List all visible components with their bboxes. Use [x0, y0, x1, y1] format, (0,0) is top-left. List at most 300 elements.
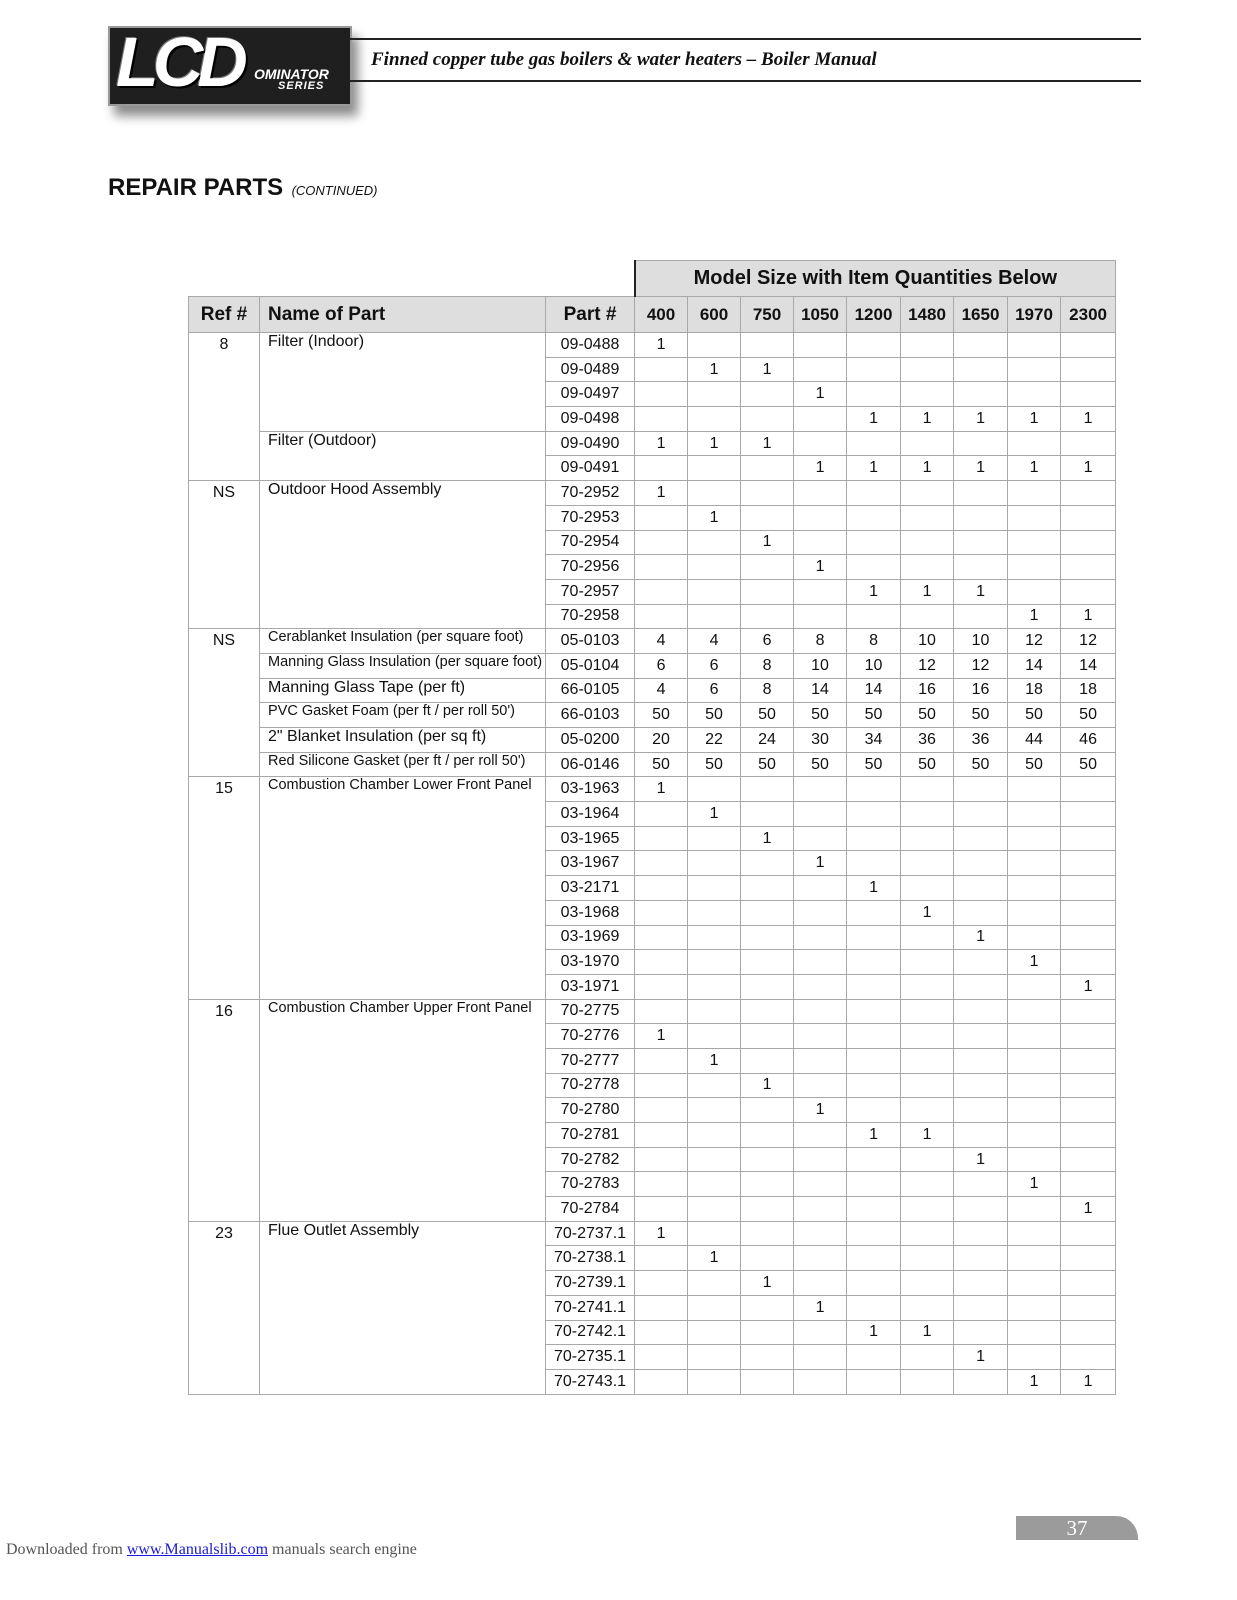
quantity-cell-1970 [1008, 999, 1061, 1024]
quantity-cell-750 [741, 1369, 794, 1394]
quantity-cell-1650 [954, 950, 1008, 975]
quantity-cell-1050 [794, 604, 847, 629]
quantity-cell-400 [635, 1271, 688, 1296]
logo-sub-text: OMINATOR [254, 66, 329, 82]
quantity-cell-1970 [1008, 1147, 1061, 1172]
quantity-cell-2300 [1061, 333, 1116, 358]
manualslib-link[interactable]: www.Manualslib.com [126, 1541, 269, 1558]
header-rule-bottom [348, 80, 1141, 82]
quantity-cell-1650 [954, 1098, 1008, 1123]
quantity-cell-1480: 10 [901, 629, 954, 654]
quantity-cell-1650 [954, 974, 1008, 999]
quantity-cell-600 [688, 456, 741, 481]
quantity-cell-1480: 50 [901, 752, 954, 777]
quantity-cell-750 [741, 1345, 794, 1370]
quantity-cell-600 [688, 925, 741, 950]
quantity-cell-400 [635, 974, 688, 999]
part-number-cell: 03-1964 [546, 802, 635, 827]
part-number-cell: 70-2781 [546, 1123, 635, 1148]
quantity-cell-750 [741, 1172, 794, 1197]
quantity-cell-750: 1 [741, 357, 794, 382]
table-row [189, 1048, 1116, 1073]
quantity-cell-1050 [794, 1048, 847, 1073]
quantity-cell-750 [741, 555, 794, 580]
quantity-cell-400 [635, 1369, 688, 1394]
quantity-cell-1050 [794, 950, 847, 975]
quantity-cell-1050 [794, 1147, 847, 1172]
quantity-cell-1970 [1008, 974, 1061, 999]
quantity-cell-1480 [901, 1271, 954, 1296]
quantity-cell-1970 [1008, 925, 1061, 950]
quantity-cell-1200 [847, 802, 901, 827]
quantity-cell-1200: 1 [847, 407, 901, 432]
quantity-cell-1970 [1008, 900, 1061, 925]
quantity-cell-1050 [794, 1271, 847, 1296]
quantity-cell-1650 [954, 1295, 1008, 1320]
quantity-cell-600 [688, 999, 741, 1024]
quantity-cell-1200 [847, 431, 901, 456]
quantity-cell-1970: 14 [1008, 653, 1061, 678]
quantity-cell-1200 [847, 925, 901, 950]
part-number-cell: 06-0146 [546, 752, 635, 777]
col-header-part: Part # [546, 297, 635, 333]
quantity-cell-1480: 1 [901, 456, 954, 481]
quantity-cell-400 [635, 530, 688, 555]
quantity-cell-1650 [954, 1123, 1008, 1148]
quantity-cell-600 [688, 1369, 741, 1394]
quantity-cell-1970 [1008, 333, 1061, 358]
quantity-cell-1200: 1 [847, 579, 901, 604]
quantity-cell-600 [688, 1098, 741, 1123]
quantity-cell-400 [635, 1246, 688, 1271]
part-number-cell: 70-2957 [546, 579, 635, 604]
quantity-cell-600: 1 [688, 1048, 741, 1073]
quantity-cell-1480 [901, 431, 954, 456]
table-row [189, 974, 1116, 999]
quantity-cell-1200: 1 [847, 1320, 901, 1345]
table-row [189, 1369, 1116, 1394]
quantity-cell-1200 [847, 505, 901, 530]
quantity-cell-1480 [901, 999, 954, 1024]
quantity-cell-2300 [1061, 777, 1116, 802]
quantity-cell-2300: 1 [1061, 407, 1116, 432]
quantity-cell-2300: 46 [1061, 728, 1116, 753]
quantity-cell-2300: 18 [1061, 678, 1116, 703]
part-number-cell: 70-2782 [546, 1147, 635, 1172]
quantity-cell-400: 6 [635, 653, 688, 678]
col-header-size-1050: 1050 [794, 297, 847, 333]
quantity-cell-1050 [794, 777, 847, 802]
quantity-cell-1650 [954, 1246, 1008, 1271]
table-row [189, 333, 1116, 358]
part-number-cell: 03-1969 [546, 925, 635, 950]
logo-series-text: SERIES [278, 80, 325, 92]
quantity-cell-1050 [794, 900, 847, 925]
quantity-cell-1200: 1 [847, 456, 901, 481]
quantity-cell-600 [688, 777, 741, 802]
quantity-cell-1650: 1 [954, 456, 1008, 481]
quantity-cell-1050: 1 [794, 555, 847, 580]
table-row [189, 950, 1116, 975]
part-number-cell: 03-1968 [546, 900, 635, 925]
quantity-cell-400 [635, 999, 688, 1024]
quantity-cell-2300 [1061, 357, 1116, 382]
quantity-cell-400: 1 [635, 333, 688, 358]
quantity-cell-750 [741, 456, 794, 481]
part-number-cell: 03-1971 [546, 974, 635, 999]
table-row [189, 1221, 1116, 1246]
download-footer [6, 1541, 417, 1559]
quantity-cell-1650 [954, 1320, 1008, 1345]
quantity-cell-1650 [954, 505, 1008, 530]
col-header-name: Name of Part [260, 297, 546, 333]
part-name-cell [260, 1024, 546, 1049]
quantity-cell-600: 22 [688, 728, 741, 753]
quantity-cell-1050: 1 [794, 382, 847, 407]
quantity-cell-1050: 30 [794, 728, 847, 753]
quantity-cell-600 [688, 974, 741, 999]
quantity-cell-1970 [1008, 826, 1061, 851]
quantity-cell-750: 50 [741, 752, 794, 777]
quantity-cell-1650 [954, 555, 1008, 580]
lcd-dominator-logo [108, 26, 352, 106]
table-row [189, 1123, 1116, 1148]
quantity-cell-2300 [1061, 1246, 1116, 1271]
part-number-cell: 03-1970 [546, 950, 635, 975]
quantity-cell-1650: 12 [954, 653, 1008, 678]
quantity-cell-400 [635, 1197, 688, 1222]
quantity-cell-1480 [901, 357, 954, 382]
quantity-cell-1200 [847, 604, 901, 629]
quantity-cell-400: 50 [635, 752, 688, 777]
table-row [189, 382, 1116, 407]
quantity-cell-1480: 1 [901, 1320, 954, 1345]
quantity-cell-1970 [1008, 530, 1061, 555]
quantity-cell-600: 50 [688, 703, 741, 728]
part-name-cell [260, 407, 546, 432]
ref-cell: 23 [189, 1221, 260, 1394]
quantity-cell-2300 [1061, 1098, 1116, 1123]
quantity-cell-1050: 1 [794, 1295, 847, 1320]
quantity-cell-2300 [1061, 1271, 1116, 1296]
quantity-cell-2300: 12 [1061, 629, 1116, 654]
quantity-cell-600: 1 [688, 1246, 741, 1271]
quantity-cell-750 [741, 1098, 794, 1123]
quantity-cell-1200: 14 [847, 678, 901, 703]
quantity-cell-1200 [847, 481, 901, 506]
quantity-cell-600 [688, 555, 741, 580]
quantity-cell-400 [635, 604, 688, 629]
quantity-cell-1650 [954, 999, 1008, 1024]
quantity-cell-1200 [847, 1369, 901, 1394]
quantity-cell-1970: 50 [1008, 703, 1061, 728]
quantity-cell-1050 [794, 999, 847, 1024]
part-name-cell [260, 357, 546, 382]
quantity-cell-1970 [1008, 579, 1061, 604]
quantity-cell-600 [688, 1073, 741, 1098]
table-row [189, 1271, 1116, 1296]
quantity-cell-1050 [794, 1345, 847, 1370]
table-row [189, 505, 1116, 530]
quantity-cell-2300 [1061, 382, 1116, 407]
part-number-cell: 70-2735.1 [546, 1345, 635, 1370]
table-row [189, 431, 1116, 456]
quantity-cell-400 [635, 1172, 688, 1197]
quantity-cell-750 [741, 1048, 794, 1073]
table-row [189, 1197, 1116, 1222]
quantity-cell-1480 [901, 555, 954, 580]
quantity-cell-400 [635, 505, 688, 530]
col-header-size-1480: 1480 [901, 297, 954, 333]
quantity-cell-1650 [954, 1048, 1008, 1073]
quantity-cell-1970: 50 [1008, 752, 1061, 777]
part-name-cell [260, 1098, 546, 1123]
quantity-cell-600 [688, 1024, 741, 1049]
table-row [189, 357, 1116, 382]
quantity-cell-1970 [1008, 555, 1061, 580]
quantity-cell-1200: 1 [847, 1123, 901, 1148]
quantity-cell-1050 [794, 579, 847, 604]
quantity-cell-750 [741, 999, 794, 1024]
quantity-cell-400 [635, 1295, 688, 1320]
quantity-cell-600 [688, 1295, 741, 1320]
quantity-cell-1650 [954, 900, 1008, 925]
quantity-cell-1970 [1008, 802, 1061, 827]
quantity-cell-1650 [954, 431, 1008, 456]
quantity-cell-2300 [1061, 950, 1116, 975]
part-name-cell: Combustion Chamber Upper Front Panel [260, 999, 546, 1024]
quantity-cell-600 [688, 1221, 741, 1246]
ref-cell: 15 [189, 777, 260, 999]
parts-table-body [189, 333, 1116, 1395]
part-number-cell: 05-0104 [546, 653, 635, 678]
quantity-cell-1650: 16 [954, 678, 1008, 703]
quantity-cell-1480 [901, 851, 954, 876]
part-number-cell: 70-2784 [546, 1197, 635, 1222]
quantity-cell-1650 [954, 876, 1008, 901]
table-row [189, 1147, 1116, 1172]
part-number-cell: 70-2775 [546, 999, 635, 1024]
section-subtitle: (CONTINUED) [291, 183, 378, 198]
quantity-cell-1050 [794, 431, 847, 456]
quantity-cell-2300: 1 [1061, 604, 1116, 629]
part-number-cell: 70-2739.1 [546, 1271, 635, 1296]
quantity-cell-1200: 8 [847, 629, 901, 654]
quantity-cell-750 [741, 407, 794, 432]
part-number-cell: 70-2783 [546, 1172, 635, 1197]
table-row [189, 1024, 1116, 1049]
quantity-cell-400 [635, 950, 688, 975]
part-name-cell: PVC Gasket Foam (per ft / per roll 50') [260, 703, 546, 728]
quantity-cell-1480: 36 [901, 728, 954, 753]
quantity-cell-1650: 1 [954, 1345, 1008, 1370]
quantity-cell-1200 [847, 950, 901, 975]
quantity-cell-750 [741, 851, 794, 876]
quantity-cell-1970: 1 [1008, 950, 1061, 975]
quantity-cell-1970 [1008, 1073, 1061, 1098]
quantity-cell-1970 [1008, 1098, 1061, 1123]
quantity-cell-2300 [1061, 530, 1116, 555]
quantity-cell-2300: 1 [1061, 1197, 1116, 1222]
part-name-cell: 2" Blanket Insulation (per sq ft) [260, 728, 546, 753]
quantity-cell-1200 [847, 1246, 901, 1271]
quantity-cell-1970: 18 [1008, 678, 1061, 703]
quantity-cell-1970: 12 [1008, 629, 1061, 654]
quantity-cell-750 [741, 1246, 794, 1271]
quantity-cell-750 [741, 802, 794, 827]
repair-parts-table [188, 260, 1116, 1395]
ref-cell: NS [189, 481, 260, 629]
quantity-cell-600 [688, 407, 741, 432]
quantity-cell-1650: 1 [954, 1147, 1008, 1172]
table-row [189, 604, 1116, 629]
part-name-cell [260, 925, 546, 950]
table-row [189, 678, 1116, 703]
quantity-cell-750 [741, 1197, 794, 1222]
quantity-cell-1050: 1 [794, 1098, 847, 1123]
part-name-cell: Flue Outlet Assembly [260, 1221, 546, 1246]
quantity-cell-1480 [901, 777, 954, 802]
quantity-cell-1650: 50 [954, 752, 1008, 777]
quantity-cell-400: 20 [635, 728, 688, 753]
quantity-cell-2300 [1061, 876, 1116, 901]
quantity-cell-600: 50 [688, 752, 741, 777]
part-number-cell: 66-0103 [546, 703, 635, 728]
quantity-cell-1970 [1008, 1271, 1061, 1296]
quantity-cell-750 [741, 1123, 794, 1148]
quantity-cell-1970: 1 [1008, 1172, 1061, 1197]
quantity-cell-2300 [1061, 1320, 1116, 1345]
quantity-cell-750: 1 [741, 826, 794, 851]
quantity-cell-400: 1 [635, 1024, 688, 1049]
quantity-cell-2300 [1061, 925, 1116, 950]
part-number-cell: 66-0105 [546, 678, 635, 703]
part-number-cell: 70-2738.1 [546, 1246, 635, 1271]
quantity-cell-1200 [847, 826, 901, 851]
quantity-cell-750 [741, 579, 794, 604]
quantity-cell-750 [741, 1295, 794, 1320]
quantity-cell-400 [635, 407, 688, 432]
quantity-cell-1480 [901, 876, 954, 901]
quantity-cell-600 [688, 530, 741, 555]
quantity-cell-400 [635, 357, 688, 382]
table-row [189, 1295, 1116, 1320]
quantity-cell-400 [635, 456, 688, 481]
quantity-cell-750: 1 [741, 431, 794, 456]
logo-main-text: LCD [116, 26, 242, 101]
col-header-size-600: 600 [688, 297, 741, 333]
quantity-cell-600 [688, 1123, 741, 1148]
quantity-cell-750: 50 [741, 703, 794, 728]
quantity-cell-400 [635, 1073, 688, 1098]
col-header-size-750: 750 [741, 297, 794, 333]
part-number-cell: 70-2743.1 [546, 1369, 635, 1394]
quantity-cell-2300 [1061, 1295, 1116, 1320]
ref-cell: 16 [189, 999, 260, 1221]
quantity-cell-1050 [794, 333, 847, 358]
quantity-cell-400: 1 [635, 777, 688, 802]
part-name-cell [260, 505, 546, 530]
part-name-cell [260, 802, 546, 827]
part-name-cell: Red Silicone Gasket (per ft / per roll 50') [260, 752, 546, 777]
quantity-cell-1050: 10 [794, 653, 847, 678]
part-number-cell: 70-2953 [546, 505, 635, 530]
quantity-cell-1050 [794, 974, 847, 999]
table-row [189, 826, 1116, 851]
quantity-cell-1480 [901, 1345, 954, 1370]
quantity-cell-1050 [794, 1320, 847, 1345]
quantity-cell-1200: 10 [847, 653, 901, 678]
quantity-cell-1050 [794, 876, 847, 901]
quantity-cell-750 [741, 1221, 794, 1246]
part-number-cell: 70-2956 [546, 555, 635, 580]
quantity-cell-1480: 50 [901, 703, 954, 728]
quantity-cell-1480: 1 [901, 1123, 954, 1148]
part-name-cell [260, 1345, 546, 1370]
quantity-cell-400 [635, 1123, 688, 1148]
quantity-cell-1050 [794, 505, 847, 530]
quantity-cell-600 [688, 826, 741, 851]
quantity-cell-600: 1 [688, 505, 741, 530]
table-row [189, 777, 1116, 802]
quantity-cell-400 [635, 925, 688, 950]
quantity-cell-400 [635, 382, 688, 407]
quantity-cell-600 [688, 1197, 741, 1222]
part-name-cell [260, 1295, 546, 1320]
quantity-cell-750 [741, 481, 794, 506]
table-row [189, 456, 1116, 481]
quantity-cell-1970 [1008, 1246, 1061, 1271]
quantity-cell-1970 [1008, 876, 1061, 901]
part-name-cell [260, 826, 546, 851]
quantity-cell-1200 [847, 999, 901, 1024]
quantity-cell-750: 8 [741, 678, 794, 703]
quantity-cell-400 [635, 900, 688, 925]
quantity-cell-750: 1 [741, 1073, 794, 1098]
part-name-cell: Filter (Indoor) [260, 333, 546, 358]
quantity-cell-400 [635, 802, 688, 827]
quantity-cell-750 [741, 950, 794, 975]
quantity-cell-2300 [1061, 802, 1116, 827]
table-row [189, 851, 1116, 876]
quantity-cell-1480 [901, 950, 954, 975]
part-number-cell: 09-0491 [546, 456, 635, 481]
quantity-cell-600 [688, 950, 741, 975]
table-row [189, 900, 1116, 925]
table-row [189, 1098, 1116, 1123]
quantity-cell-2300 [1061, 481, 1116, 506]
quantity-cell-1480: 1 [901, 407, 954, 432]
quantity-cell-1050 [794, 826, 847, 851]
col-header-size-1970: 1970 [1008, 297, 1061, 333]
quantity-cell-2300: 1 [1061, 456, 1116, 481]
quantity-cell-600 [688, 579, 741, 604]
part-name-cell [260, 1271, 546, 1296]
quantity-cell-1050: 50 [794, 752, 847, 777]
part-number-cell: 70-2780 [546, 1098, 635, 1123]
quantity-cell-400 [635, 555, 688, 580]
part-number-cell: 70-2954 [546, 530, 635, 555]
quantity-cell-2300 [1061, 505, 1116, 530]
quantity-cell-1200: 50 [847, 752, 901, 777]
quantity-cell-1200: 34 [847, 728, 901, 753]
quantity-cell-2300: 50 [1061, 703, 1116, 728]
part-number-cell: 09-0497 [546, 382, 635, 407]
quantity-cell-1650: 10 [954, 629, 1008, 654]
quantity-cell-1480 [901, 925, 954, 950]
quantity-cell-2300 [1061, 826, 1116, 851]
quantity-cell-1650 [954, 1073, 1008, 1098]
